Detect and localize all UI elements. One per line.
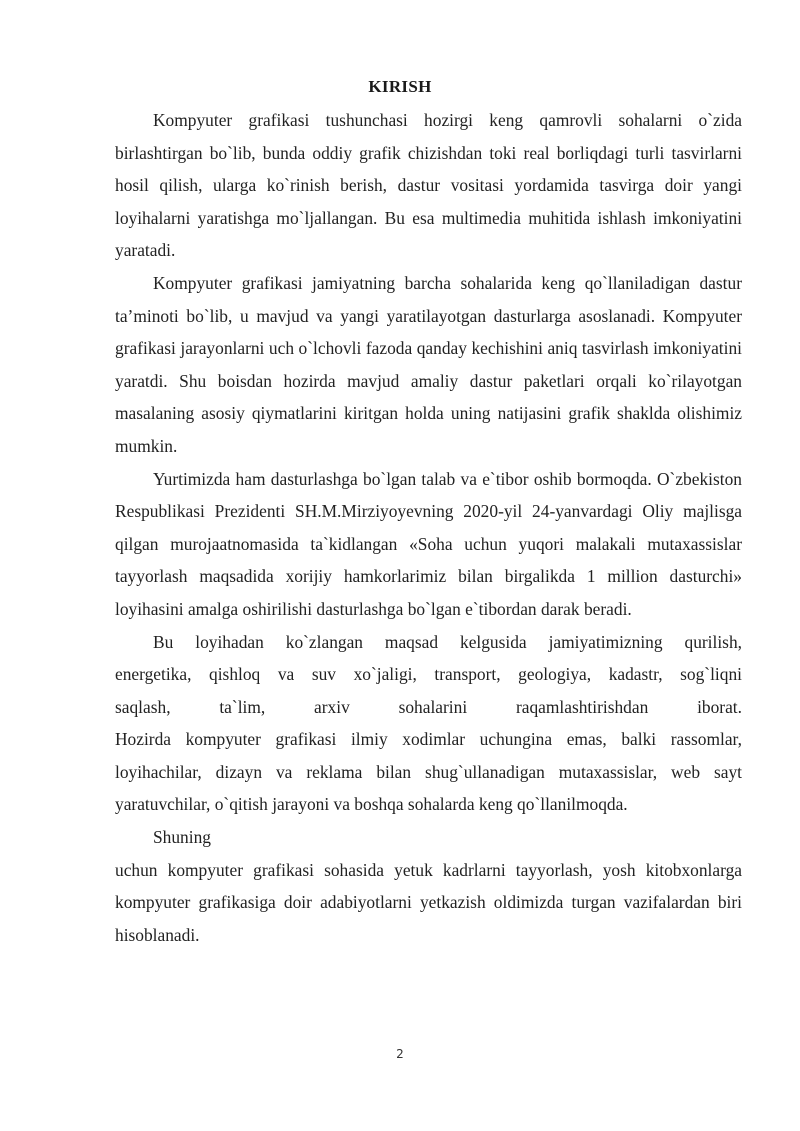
paragraph-4-line-1: Bu loyihadan ko`zlangan maqsad kelgusida jamiyatimizning qurilish, — [153, 631, 742, 652]
paragraph-5 — [115, 821, 742, 951]
paragraph-4-line-2: energetika, qishloq va suv xo`jaligi, transport, geologiya, kadastr, sog`liqni — [115, 664, 742, 685]
paragraph-1: Kompyuter grafikasi tushunchasi hozirgi keng qamrovli sohalarni o`zida birlashtirgan bo`lib, bunda oddiy grafik chizishdan toki real borliqdagi turli tasvirlarni hosil qilish, ularga ko`rinish berish, dastur vositasi yordamida tasvirga doir yangi loyihalarni yaratishga mo`ljallangan. Bu esa multimedia muhitida ishlash imkoniyatini yaratadi. — [115, 110, 742, 261]
paragraph-3: Yurtimizda ham dasturlashga bo`lgan talab va e`tibor oshib bormoqda. O`zbekiston Respublikasi Prezidenti SH.M.Mirziyoyevning 2020-yil 24-yanvardagi Oliy majlisga qilgan murojaatnomasida ta`kidlangan «Soha uchun yuqori malakali mutaxassislar tayyorlash maqsadida xorijiy hamkorlarimiz bilan birgalikda 1 million dasturchi» loyihasini amalga oshirilishi dasturlashga bo`lgan e`tibordan darak beradi. — [115, 468, 742, 619]
paragraph-4 — [115, 626, 742, 822]
paragraph-4-rest: Hozirda kompyuter grafikasi ilmiy xodimlar uchungina emas, balki rassomlar, loyihachilar, dizayn va reklama bilan shug`ullanadigan mutaxassislar, web sayt yaratuvchilar, o`qitish jarayoni va boshqa sohalarda keng qo`llanilmoqda. — [115, 729, 742, 815]
page-number: 2 — [396, 1047, 404, 1061]
paragraph-5-rest: uchun kompyuter grafikasi sohasida yetuk kadrlarni tayyorlash, yosh kitobxonlarga kompyuter grafikasiga doir adabiyotlarni yetkazish oldimizda turgan vazifalardan biri hisoblanadi. — [115, 859, 742, 945]
document-body — [115, 104, 742, 951]
page-title: KIRISH — [368, 77, 432, 96]
paragraph-4-line-3: saqlash, ta`lim, arxiv sohalarini raqamlashtirishdan iborat. — [115, 696, 742, 717]
paragraph-5-first: Shuning — [153, 827, 211, 848]
paragraph-2: Kompyuter grafikasi jamiyatning barcha sohalarida keng qo`llaniladigan dastur ta’minoti bo`lib, u mavjud va yangi yaratilayotgan dasturlarga asoslanadi. Kompyuter grafikasi jarayonlarni uch o`lchovli fazoda qanday kechishini aniq tasvirlash imkoniyatini yaratdi. Shu boisdan hozirda mavjud amaliy dastur paketlari orqali ko`rilayotgan masalaning asosiy qiymatlarini kiritgan holda uning natijasini grafik shaklda olishimiz mumkin. — [115, 272, 742, 456]
